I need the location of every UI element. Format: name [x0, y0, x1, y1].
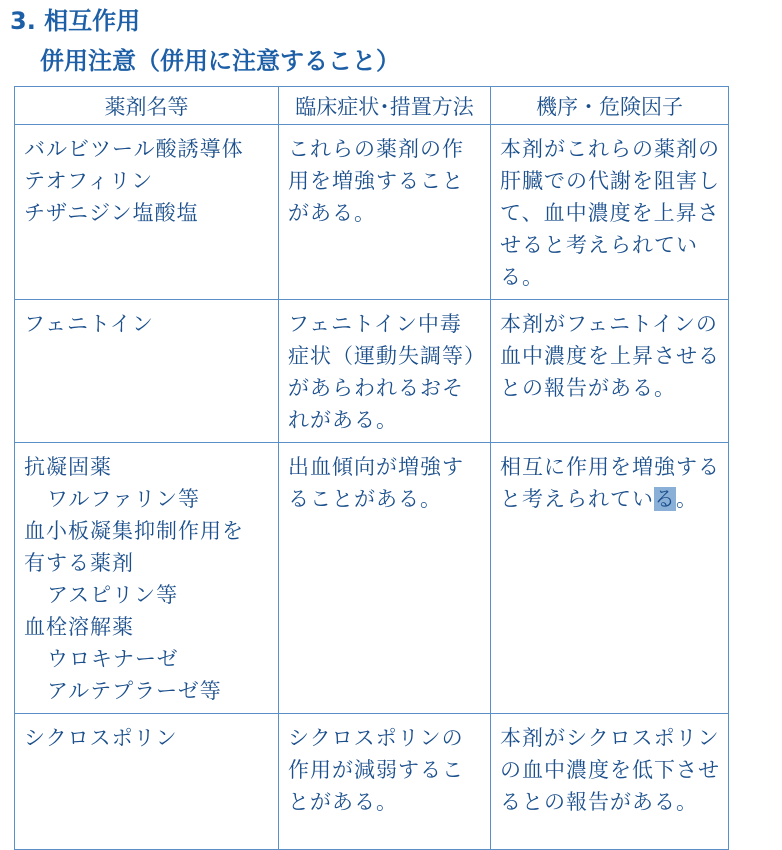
mechanism-cell	[491, 443, 729, 714]
drug-cell	[15, 300, 279, 443]
drug-cell	[15, 125, 279, 300]
table-row	[15, 443, 729, 714]
drug-line: 血小板凝集抑制作用を	[24, 519, 244, 543]
mechanism-cell: 本剤がフェニトインの血中濃度を上昇させるとの報告がある。	[491, 300, 729, 443]
subsection-title: 併用注意（併用に注意すること）	[40, 47, 400, 75]
header-clinical-symptoms: 臨床症状･措置方法	[279, 87, 491, 125]
drug-line: シクロスポリン	[24, 726, 178, 750]
text-selection-highlight[interactable]: る	[654, 487, 676, 511]
drug-line: 有する薬剤	[24, 551, 134, 575]
mechanism-cell: 本剤がシクロスポリンの血中濃度を低下させるとの報告がある。	[491, 714, 729, 850]
drug-line: 抗凝固薬	[24, 455, 112, 479]
table-row	[15, 714, 729, 850]
drug-line: アルテプラーゼ等	[47, 679, 222, 703]
mechanism-text-end: 。	[676, 487, 698, 511]
symptom-cell: フェニトイン中毒症状（運動失調等）があらわれるおそれがある。	[279, 300, 491, 443]
header-mechanism: 機序・危険因子	[491, 87, 729, 125]
table-row	[15, 125, 729, 300]
drug-cell	[15, 714, 279, 850]
header-drug-name: 薬剤名等	[15, 87, 279, 125]
section-title: 3. 相互作用	[10, 7, 141, 35]
drug-line: ウロキナーゼ	[47, 647, 179, 671]
mechanism-text: 相互に作用を増強すると考えられてい	[500, 455, 720, 511]
symptom-cell: シクロスポリンの作用が減弱することがある。	[279, 714, 491, 850]
drug-line: 血栓溶解薬	[24, 615, 134, 639]
table-header-row	[15, 87, 729, 125]
drug-cell	[15, 443, 279, 714]
mechanism-cell: 本剤がこれらの薬剤の肝臓での代謝を阻害して、血中濃度を上昇させると考えられている。	[491, 125, 729, 300]
drug-line: フェニトイン	[24, 312, 154, 336]
drug-line: チザニジン塩酸塩	[24, 201, 199, 225]
symptom-cell: 出血傾向が増強することがある。	[279, 443, 491, 714]
drug-line: ワルファリン等	[47, 487, 200, 511]
interaction-table	[14, 86, 729, 850]
drug-line: バルビツール酸誘導体	[24, 137, 244, 161]
drug-line: テオフィリン	[24, 169, 154, 193]
drug-line: アスピリン等	[47, 583, 179, 607]
table-row	[15, 300, 729, 443]
symptom-cell: これらの薬剤の作用を増強することがある。	[279, 125, 491, 300]
